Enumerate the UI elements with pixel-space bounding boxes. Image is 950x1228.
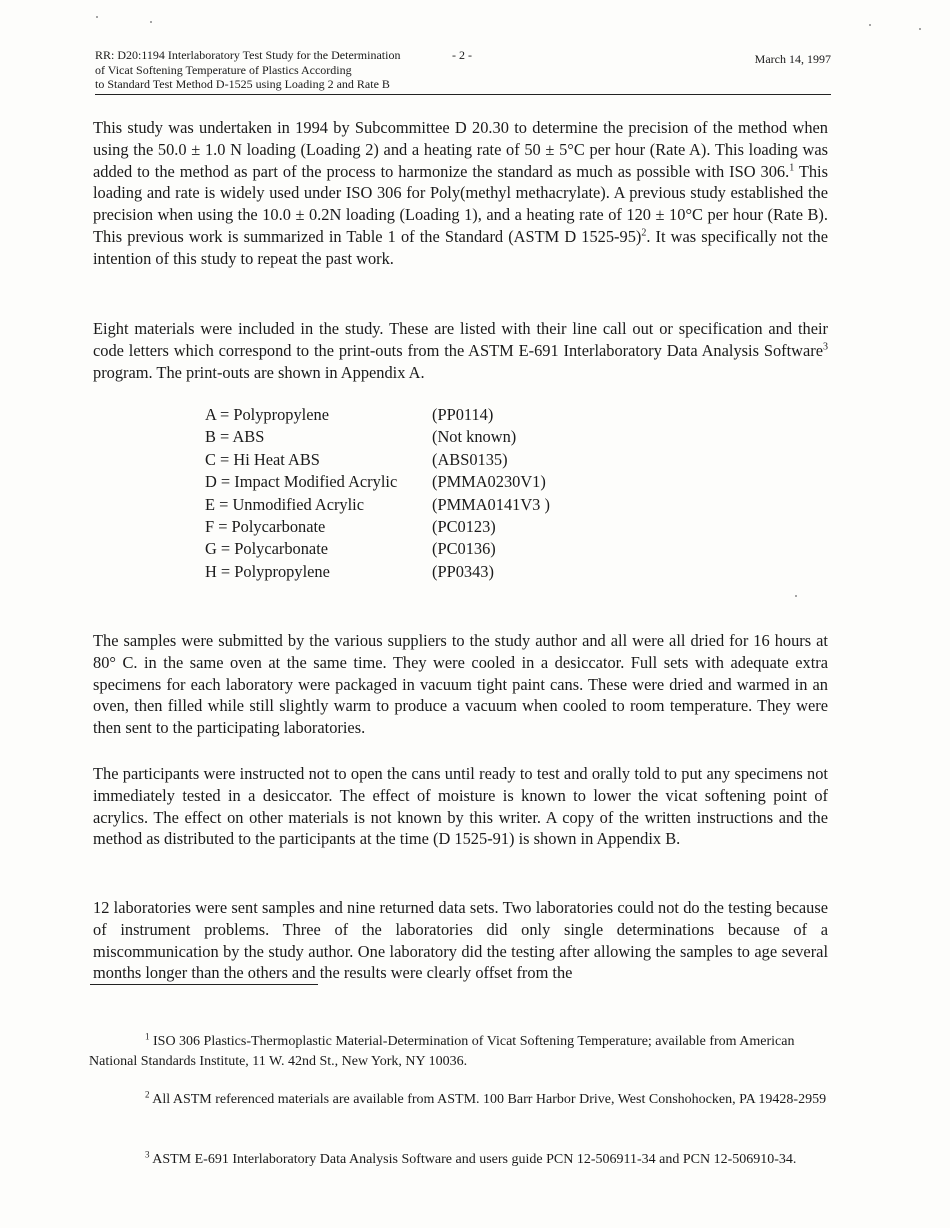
material-name: G = Polycarbonate — [205, 539, 329, 559]
material-code: (PMMA0141V3 ) — [432, 494, 550, 514]
material-name: A = Polypropylene — [205, 405, 329, 424]
footnote-ref-1: 1 — [789, 162, 795, 174]
footnote-ref-2: 2 — [641, 227, 647, 239]
footnote-ref-3: 3 — [823, 341, 828, 353]
scan-speck — [869, 24, 871, 26]
material-name: B = ABS — [205, 427, 265, 447]
material-name: E = Unmodified Acrylic — [205, 494, 364, 514]
material-name: C = Hi Heat ABS — [205, 449, 320, 469]
footnote-3: $^3$ ASTM E-691 Interlaboratory Data Analysis Software and users guide PCN 12-506911-34 and PCN 12-506910-34. — [145, 1149, 797, 1167]
footnote-2: $^2$ All ASTM referenced materials are available from ASTM. 100 Barr Harbor Drive, West Conshohocken, PA 19428-2959 — [145, 1089, 827, 1107]
material-code: (Not known) — [432, 427, 517, 447]
header-date: March 14, 1997 — [754, 52, 831, 66]
scan-speck — [919, 28, 921, 30]
footnote-mark: 1 — [145, 1031, 150, 1042]
paragraph-laboratories: 12 laboratories were sent samples and nine returned data sets. Two laboratories could not do the testing because of instrument problems. Three of the laboratories did only single determinations because of a miscommunication by the study author. One laboratory did the testing after allowing the samples to age several months longer than the others and the results were clearly offset from the — [93, 898, 828, 983]
footnote-separator — [90, 984, 318, 985]
scan-speck — [150, 21, 152, 23]
material-name: F = Polycarbonate — [205, 516, 326, 536]
header-line-3: to Standard Test Method D-1525 using Loading 2 and Rate B — [95, 77, 390, 91]
material-code: (PC0136) — [432, 539, 496, 559]
material-name: H = Polypropylene — [205, 561, 330, 581]
scan-speck — [96, 16, 98, 18]
material-code: (PC0123) — [432, 516, 496, 536]
paragraph-study-purpose: This study was undertaken in 1994 by Subcommittee D 20.30 to determine the precision of the method when using the 50.0 ± 1.0 N loading (Loading 2) and a heating rate of 50 ± 5°C per hour (Rate A). This loading was added to the method as part of the process to harmonize the standard as much as possible with ISO 306.$^1$ This loading and rate is widely used under ISO 306 for Poly(methyl methacrylate). A previous study established the precision when using the 10.0 ± 0.2N loading (Loading 1), and a heating rate of 120 ± 10°C per hour (Rate B). This previous work is summarized in Table 1 of the Standard (ASTM D 1525-95)$^2$. It was specifically not the intention of this study to repeat the past work. — [93, 118, 828, 268]
paragraph-participant-instructions: The participants were instructed not to open the cans until ready to test and orally told to put any specimens not immediately tested in a desiccator. The effect of moisture is known to lower the vicat softening point of acrylics. The effect on other materials is not known by this writer. A copy of the written instructions and the method as distributed to the participants at the time (D 1525-91) is shown in Appendix B. — [93, 764, 828, 849]
page-number: - 2 - — [452, 48, 472, 62]
header-line-1: RR: D20:1194 Interlaboratory Test Study for the Determination — [95, 48, 401, 62]
material-code: (PMMA0230V1) — [432, 472, 546, 492]
footnote-mark: 3 — [145, 1149, 150, 1160]
running-header — [95, 48, 831, 95]
header-line-2: of Vicat Softening Temperature of Plastics According — [95, 62, 352, 77]
paragraph-materials-intro: Eight materials were included in the study. These are listed with their line call out or specification and their code letters which correspond to the print-outs from the ASTM E-691 Interlaboratory Data Analysis Software$^3$ program. The print-outs are shown in Appendix A. — [93, 319, 828, 382]
material-code: (PP0114) — [432, 405, 494, 424]
footnote-mark: 2 — [145, 1089, 150, 1100]
paragraph-sample-preparation: The samples were submitted by the various suppliers to the study author and all were all dried for 16 hours at 80° C. in the same oven at the same time. They were cooled in a desiccator. Full sets with adequate extra specimens for each laboratory were packaged in vacuum tight paint cans. These were dried and warmed in an oven, then filled while still slightly warm to produce a vacuum when cooled to room temperature. They were then sent to the participating laboratories. — [93, 631, 828, 738]
material-code: (ABS0135) — [432, 449, 508, 469]
material-code: (PP0343) — [432, 561, 494, 581]
scan-speck — [795, 595, 797, 597]
material-name: D = Impact Modified Acrylic — [205, 472, 398, 492]
footnote-1: $^1$ ISO 306 Plastics-Thermoplastic Material-Determination of Vicat Softening Temperature; available from American National Standards Institute, 11 W. 42nd St., New York, NY 10036. — [89, 1031, 795, 1069]
